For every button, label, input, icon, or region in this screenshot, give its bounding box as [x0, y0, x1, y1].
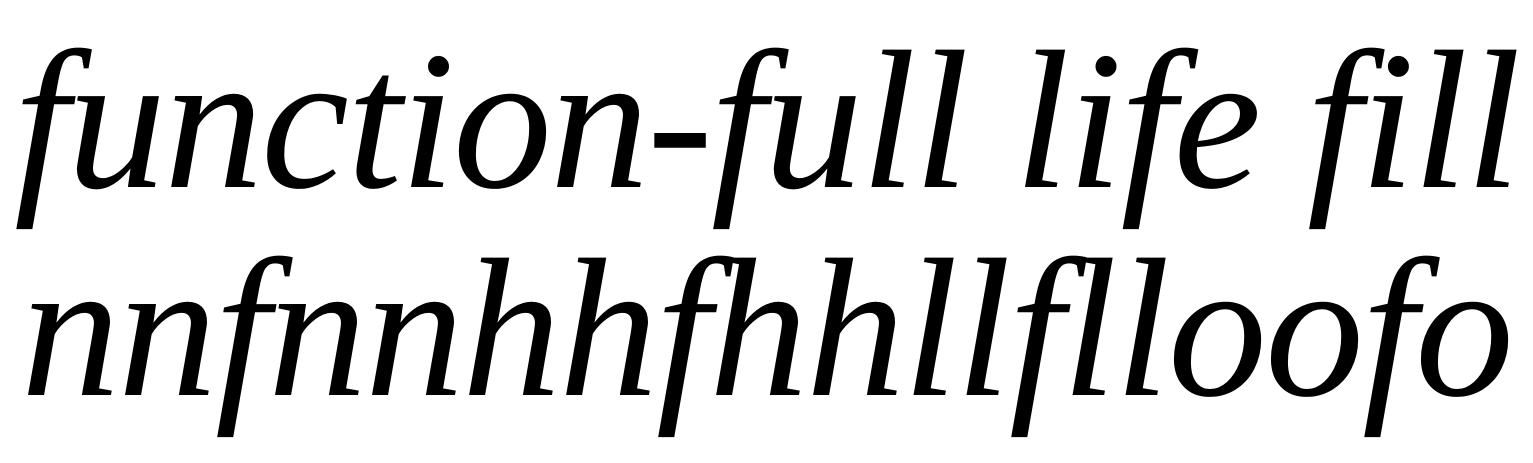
- specimen-line-2: nnfnnhhfhhllflloofo: [20, 218, 1513, 438]
- specimen-line-1: function-full life fill: [14, 10, 1519, 230]
